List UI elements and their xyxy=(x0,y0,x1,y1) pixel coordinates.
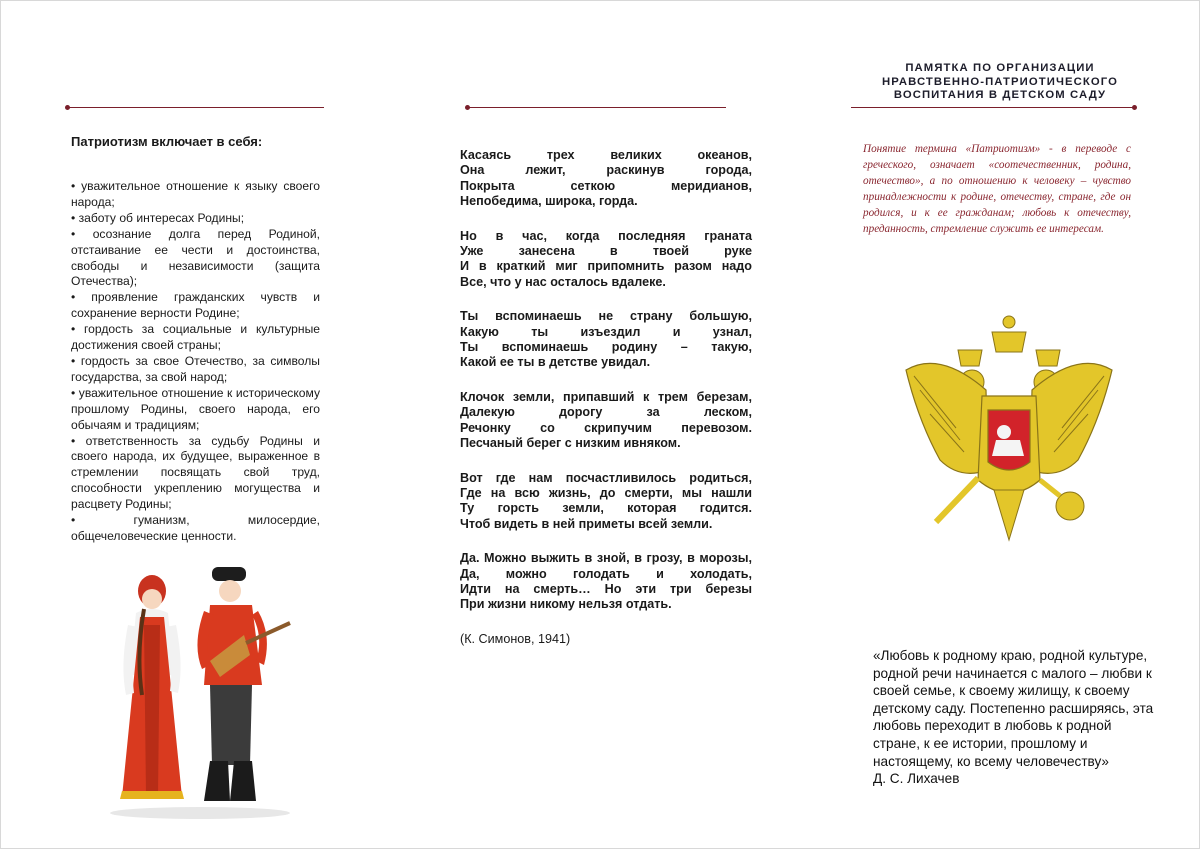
poem-stanza xyxy=(460,229,752,291)
patriotism-list-item: • уважительное отношение к историческому прошлому Родины, своего народа, его обычаям и традициям; xyxy=(71,385,320,432)
patriotism-list-item: • ответственность за судьбу Родины и своего народа, их будущее, выраженное в стремлении посвящать свой труд, способности укреплению могущества и расцвету Родины; xyxy=(71,433,320,512)
patriotism-list-item: • гордость за социальные и культурные достижения своей страны; xyxy=(71,322,320,353)
poem-line: Далекую дорогу за леском, xyxy=(460,405,752,420)
poem-line: Речонку со скрипучим перевозом. xyxy=(460,420,752,435)
patriotism-list xyxy=(71,179,320,545)
poem-line: Ты вспоминаешь не страну большую, xyxy=(460,309,752,324)
patriotism-list-item: • осознание долга перед Родиной, отстаивание ее чести и достоинства, свободы и независимости (защита Отечества); xyxy=(71,226,320,289)
poem-line: Непобедима, широка, горда. xyxy=(460,194,638,209)
poem-stanza xyxy=(460,390,752,452)
rule-dot-right xyxy=(1132,105,1137,110)
patriotism-list-item: • уважительное отношение к языку своего народа; xyxy=(71,179,320,209)
poem-line: Чтоб видеть в ней приметы всей земли. xyxy=(460,516,713,531)
patriotism-definition: Понятие термина «Патриотизм» - в переводе с греческого, означает «соотечественник, родина, отечество», а по отношению к человеку – чувство принадлежности к родине, отечеству, стране, где он родился, и к ее гражданам; любовь к отечеству, преданность, стремление служить ее интересам. xyxy=(863,143,1131,235)
title-line: НРАВСТВЕННО-ПАТРИОТИЧЕСКОГО xyxy=(881,75,1119,88)
poem-citation: (К. Симонов, 1941) xyxy=(460,631,571,646)
divider-right xyxy=(851,107,1134,108)
poem-line: Все, что у нас осталось вдалеке. xyxy=(460,274,666,289)
brochure-title xyxy=(855,62,1145,103)
poem-stanza xyxy=(460,471,752,533)
poem-line: Идти на смерть… Но эти три березы xyxy=(460,581,752,596)
title-line: ПАМЯТКА ПО ОРГАНИЗАЦИИ xyxy=(905,62,1095,74)
poem-line: Где на всю жизнь, до смерти, мы нашли xyxy=(460,485,752,500)
poem-stanza xyxy=(460,309,752,371)
patriotism-list-item: • заботу об интересах Родины; xyxy=(71,210,245,225)
poem-line: Ту горсть земли, которая годится. xyxy=(460,501,752,516)
poem-line: Да. Можно выжить в зной, в грозу, в морозы, xyxy=(460,551,752,566)
poem-line: И в краткий миг припомнить разом надо xyxy=(460,259,752,274)
poem-line: Покрыта сеткою меридианов, xyxy=(460,178,752,193)
patriotism-list-item: • гордость за свое Отечество, за символы государства, за свой народ; xyxy=(71,353,320,384)
patriotism-list-item: • проявление гражданских чувств и сохранение верности Родине; xyxy=(71,290,320,321)
poem-line: Вот где нам посчастливилось родиться, xyxy=(460,470,752,485)
poem-block xyxy=(460,148,752,647)
quote-author: Д. С. Лихачев xyxy=(873,771,960,787)
folk-costume-couple-illustration xyxy=(100,565,300,820)
divider-left xyxy=(68,107,324,108)
patriotism-list-item: • гуманизм, милосердие, общечеловеческие ценности. xyxy=(71,513,320,543)
poem-line: Клочок земли, припавший к трем березам, xyxy=(460,389,752,404)
woman-figure xyxy=(120,575,184,799)
poem-line: Она лежит, раскинув города, xyxy=(460,163,752,178)
poem-line: Песчаный берег с низким ивняком. xyxy=(460,436,681,451)
quote-text: «Любовь к родному краю, родной культуре, родной речи начинается с малого – любви к своей семье, к своему жилищу, к своему детскому саду. Постепенно расширяясь, эта любовь переходит в любовь к родной стране, к ее истории, прошлому и настоящему, ко всему человечеству» xyxy=(873,648,1154,769)
poem-line: Уже занесена в твоей руке xyxy=(460,244,752,259)
poem-line: При жизни никому нельзя отдать. xyxy=(460,597,672,612)
patriotism-heading: Патриотизм включает в себя: xyxy=(71,134,263,149)
likhachev-quote xyxy=(873,647,1158,788)
poem-line: Какую ты изъездил и узнал, xyxy=(460,324,752,339)
russian-coat-of-arms-icon xyxy=(900,310,1118,550)
poem-line: Да, можно голодать и холодать, xyxy=(460,566,752,581)
man-figure xyxy=(197,567,290,801)
poem-stanza xyxy=(460,148,752,210)
title-line: ВОСПИТАНИЯ В ДЕТСКОМ САДУ xyxy=(893,89,1107,101)
poem-stanza xyxy=(460,551,752,613)
poem-line: Ты вспоминаешь родину – такую, xyxy=(460,340,752,355)
divider-middle xyxy=(468,107,726,108)
poem-line: Касаясь трех великих океанов, xyxy=(460,148,752,162)
poem-line: Какой ее ты в детстве увидал. xyxy=(460,355,651,370)
poem-line: Но в час, когда последняя граната xyxy=(460,228,752,243)
